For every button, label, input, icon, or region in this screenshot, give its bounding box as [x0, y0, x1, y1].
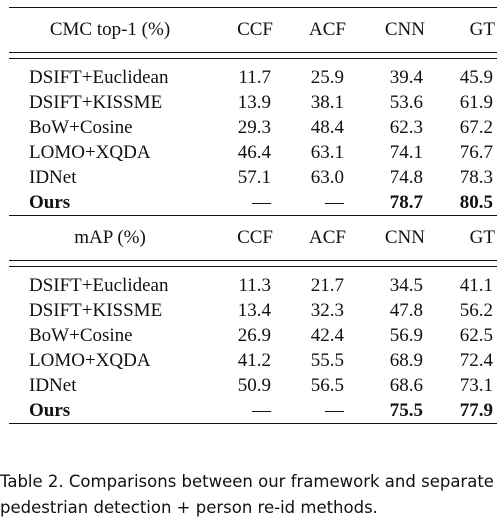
value-gt: 41.1	[459, 275, 493, 296]
value-cnn: 68.6	[389, 375, 423, 396]
value-acf: 55.5	[310, 350, 344, 371]
value-gt: 80.5	[459, 192, 493, 213]
value-cnn: 53.6	[389, 92, 423, 113]
value-acf: 63.1	[310, 142, 344, 163]
table-row	[9, 140, 497, 165]
table-row	[9, 298, 497, 323]
table-row	[9, 348, 497, 373]
table-row	[9, 323, 497, 348]
method-name: LOMO+XQDA	[29, 350, 151, 371]
value-gt: 78.3	[459, 167, 493, 188]
bottom-rule	[9, 424, 497, 425]
value-acf: 56.5	[310, 375, 344, 396]
method-name: IDNet	[29, 167, 77, 188]
value-acf: 21.7	[310, 275, 344, 296]
method-name: DSIFT+Euclidean	[29, 67, 169, 88]
method-name: IDNet	[29, 375, 77, 396]
value-ccf: 29.3	[237, 117, 271, 138]
value-ccf: —	[252, 192, 271, 213]
value-gt: 45.9	[459, 67, 493, 88]
table-row	[9, 373, 497, 398]
value-acf: —	[325, 400, 344, 421]
value-cnn: 74.8	[389, 167, 423, 188]
caption-line-2: pedestrian detection + person re-id methods.	[0, 498, 378, 517]
method-name: BoW+Cosine	[29, 117, 133, 138]
value-gt: 62.5	[459, 325, 493, 346]
value-gt: 56.2	[459, 300, 493, 321]
value-cnn: 56.9	[389, 325, 423, 346]
table-caption	[0, 469, 502, 521]
column-header-gt: GT	[427, 8, 497, 53]
metric-header: mAP (%)	[9, 216, 211, 261]
caption-line-1: Table 2. Comparisons between our framework and separate	[0, 472, 494, 491]
column-header-cnn: CNN	[348, 8, 427, 53]
value-ccf: 57.1	[237, 167, 271, 188]
table-row	[9, 65, 497, 90]
section-cmc	[9, 8, 497, 216]
column-header-acf: ACF	[275, 216, 348, 261]
table-row-ours	[9, 190, 497, 216]
value-cnn: 74.1	[389, 142, 423, 163]
column-header-cnn: CNN	[348, 216, 427, 261]
value-acf: 38.1	[310, 92, 344, 113]
value-cnn: 34.5	[389, 275, 423, 296]
section-header-row	[9, 8, 497, 53]
value-acf: 48.4	[310, 117, 344, 138]
value-cnn: 62.3	[389, 117, 423, 138]
value-acf: 25.9	[310, 67, 344, 88]
results-table-container	[9, 7, 497, 424]
results-table	[9, 7, 497, 424]
value-gt: 76.7	[459, 142, 493, 163]
value-acf: 32.3	[310, 300, 344, 321]
value-ccf: 13.4	[237, 300, 271, 321]
table-row	[9, 165, 497, 190]
value-gt: 72.4	[459, 350, 493, 371]
value-cnn: 78.7	[389, 192, 423, 213]
section-map	[9, 216, 497, 425]
value-acf: 63.0	[310, 167, 344, 188]
value-ccf: 11.3	[238, 275, 271, 296]
value-ccf: —	[252, 400, 271, 421]
value-gt: 61.9	[459, 92, 493, 113]
value-acf: 42.4	[310, 325, 344, 346]
value-ccf: 13.9	[237, 92, 271, 113]
value-cnn: 47.8	[389, 300, 423, 321]
method-name: DSIFT+KISSME	[29, 300, 163, 321]
table-row	[9, 90, 497, 115]
value-cnn: 75.5	[389, 400, 423, 421]
value-cnn: 68.9	[389, 350, 423, 371]
value-gt: 77.9	[459, 400, 493, 421]
value-ccf: 41.2	[237, 350, 271, 371]
value-ccf: 46.4	[237, 142, 271, 163]
method-name: DSIFT+KISSME	[29, 92, 163, 113]
method-name: Ours	[29, 192, 71, 213]
method-name: Ours	[29, 400, 71, 421]
column-header-acf: ACF	[275, 8, 348, 53]
value-ccf: 26.9	[237, 325, 271, 346]
column-header-ccf: CCF	[211, 216, 275, 261]
section-header-row	[9, 216, 497, 261]
value-acf: —	[325, 192, 344, 213]
table-row-ours	[9, 398, 497, 424]
table-row	[9, 115, 497, 140]
value-gt: 67.2	[459, 117, 493, 138]
value-gt: 73.1	[459, 375, 493, 396]
column-header-gt: GT	[427, 216, 497, 261]
metric-header: CMC top-1 (%)	[9, 8, 211, 53]
method-name: DSIFT+Euclidean	[29, 275, 169, 296]
value-ccf: 50.9	[237, 375, 271, 396]
column-header-ccf: CCF	[211, 8, 275, 53]
table-row	[9, 273, 497, 298]
method-name: BoW+Cosine	[29, 325, 133, 346]
value-ccf: 11.7	[238, 67, 271, 88]
value-cnn: 39.4	[389, 67, 423, 88]
method-name: LOMO+XQDA	[29, 142, 151, 163]
